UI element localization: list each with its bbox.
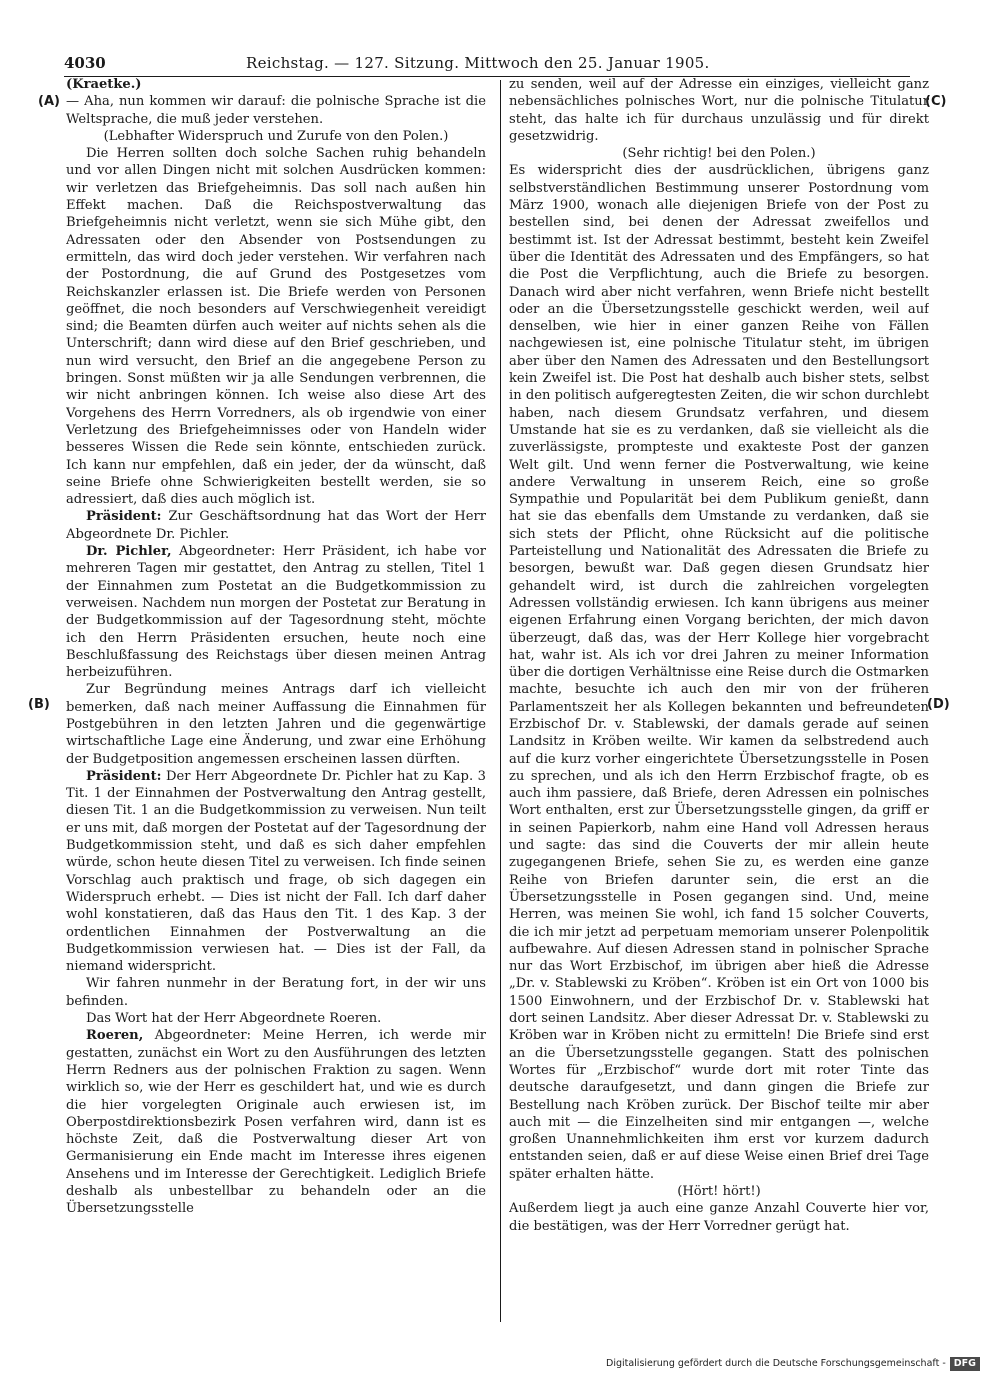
page-number: 4030 [64,54,106,72]
margin-marker-d: (D) [927,697,950,712]
paragraph: — Aha, nun kommen wir darauf: die polnische Sprache ist die Weltsprache, die muß jeder verstehen. [66,94,486,127]
paragraph: Es widerspricht dies der ausdrücklichen, übrigens ganz selbstverständlichen Bestimmung unserer Postordnung vom März 1900, wonach alle diejenigen Briefe von der Post zu bestellen sind, bei denen der Adressat zweifellos und bestimmt ist. Ist der Adressat bestimmt, besteht kein Zweifel über die Identität des Adressaten und des Empfängers, so hat die Post die Verpflichtung, auch die Briefe zu besorgen. Danach wird aber nicht verfahren, wenn Briefe nicht bestellt oder an die Übersetzungsstelle geschickt werden, weil auf denselben, wie hier in einer ganzen Reihe von Fällen nachgewiesen ist, eine polnische Titulatur steht, im übrigen aber über den Namen des Adressaten und den Bestellungsort kein Zweifel ist. Die Post hat deshalb auch bisher stets, selbst in den politisch aufgeregtesten Zeiten, die wir schon durchlebt haben, nach diesem Grundsatz verfahren, und diesem Umstande hat sie es zu verdanken, daß sie vielleicht als die zuverlässigste, prompteste und exakteste Post der ganzen Welt gilt. Und wenn ferner die Postverwaltung, wie keine andere Verwaltung in unserem Reich, eine so große Sympathie und Popularität bei dem Publikum genießt, dann hat sie das ebenfalls dem Umstande zu verdanken, daß sie sich stets der Pflicht, ohne Rücksicht auf die politische Parteistellung und Nationalität des Adressaten die Briefe zu besorgen, bewußt war. Daß gegen diesen Grundsatz hier gehandelt wird, ist durch die zahlreichen vorgelegten Adressen vollständig erwiesen. Ich kann übrigens aus meiner eigenen Erfahrung einen Vorgang berichten, der mich davon überzeugt, daß das, was der Herr Kollege hier vorgebracht hat, wahr ist. Als ich vor drei Jahren zu meiner Information über die dortigen Verhältnisse eine Reise durch die Ostmarken machte, besuchte ich auch den mir von der früheren Parlamentszeit her als Kollegen bekannten und befreundeten Erzbischof Dr. v. Stablewski, der damals gerade auf seinen Landsitz in Kröben weilte. Wir kamen da selbstredend auch auf die kurz vorher eingerichtete Übersetzungsstelle in Posen zu sprechen, und als ich den Herrn Erzbischof fragte, ob es auch ihm passiere, daß Briefe, deren Adressen ein polnisches Wort enthalten, erst zur Übersetzungsstelle gingen, da griff er in seinen Papierkorb, nahm eine Hand voll Adressen heraus und sagte: das sind die Couverts der mir allein heute zugegangenen Briefe, sehen Sie zu, es werden eine ganze Reihe von Briefen darunter sein, die erst an die Übersetzungsstelle in Posen gegangen sind. Und, meine Herren, was meinen Sie wohl, ich fand 15 solcher Couverts, die ich mir jetzt ad perpetuam memoriam unserer Polenpolitik aufbewahre. Auf diesen Adressen stand in polnischer Sprache nur das Wort Erzbischof, im übrigen aber hieß die Adresse „Dr. v. Stablewski zu Kröben“. Kröben ist ein Ort von 1000 bis 1500 Einwohnern, und der Erzbischof Dr. v. Stablewski hat dort seinen Landsitz. Aber dieser Adressat Dr. v. Stablewski zu Kröben war in Kröben nicht zu ermitteln! Die Briefe sind erst an die Übersetzungsstelle gegangen. Statt des polnischen Wortes für „Erzbischof“ wurde dort mit roter Tinte das deutsche daraufgesetzt, und dann gingen die Briefe zur Bestellung nach Kröben zurück. Der Bischof teilte mir aber auch mit — die Einzelheiten sind mir entgangen —, welche großen Unannehmlichkeiten ihm erst vor kurzem dadurch entstanden seien, daß er auf diese Weise einen Brief drei Tage später erhalten hätte. [509,163,929,1182]
paragraph: Präsident: Zur Geschäftsordnung hat das Wort der Herr Abgeordnete Dr. Pichler. [66,509,486,542]
page-header [64,50,910,77]
dfg-logo: DFG [950,1357,980,1371]
left-column [66,76,486,1321]
speaker-note: (Kraetke.) [66,77,142,92]
running-title: Reichstag. — 127. Sitzung. Mittwoch den 25. Januar 1905. [246,54,710,72]
margin-marker-c: (C) [925,94,947,109]
interjection: (Sehr richtig! bei den Polen.) [622,146,816,162]
speaker-label: Präsident: [86,509,162,525]
margin-marker-a: (A) [38,94,60,109]
paragraph: Das Wort hat der Herr Abgeordnete Roeren. [86,1011,382,1027]
footer-text: Digitalisierung gefördert durch die Deutsche Forschungsgemeinschaft - [606,1358,946,1369]
paragraph: Die Herren sollten doch solche Sachen ruhig behandeln und vor allen Dingen nicht mit solchen Ausdrücken kommen: wir verletzen das Briefgeheimnis. Das soll nach außen hin Effekt machen. Daß die Reichspostverwaltung das Briefgeheimnis nicht verletzt, wenn sie sich Mühe gibt, den Adressaten oder den Absender von Postsendungen zu ermitteln, das wird doch jeder verstehen. Wir verfahren nach der Postordnung, die auf Grund des Postgesetzes vom Reichskanzler erlassen ist. Die Briefe werden von Personen geöffnet, die noch besonders auf Verschwiegenheit vereidigt sind; die Beamten dürfen auch weiter auf nichts sehen als die Unterschrift; dann wird diese auf den Brief geschrieben, und nun wird versucht, den Brief an die angegebene Person zu bringen. Sonst müßten wir ja alle Sendungen verbrennen, die wir nicht anbringen können. Ich weise also diese Art des Vorgehens des Herrn Vorredners, als ob irgendwie von einer Verletzung des Briefgeheimnisses oder von Handeln wider besseres Wissen die Rede sein könnte, entschieden zurück. Ich kann nur empfehlen, daß ein jeder, der da wünscht, daß seine Briefe ohne Schwierigkeiten bestellt werden, sie so adressiert, daß dies auch möglich ist. [66,146,486,508]
column-divider [500,80,501,1322]
paragraph: zu senden, weil auf der Adresse ein einziges, vielleicht ganz nebensächliches polnisches Wort, nur die polnische Titulatur steht, das halte ich für durchaus unzulässig und für direkt gesetzwidrig. [509,77,929,144]
speaker-label: Roeren, [86,1028,144,1044]
paragraph: Präsident: Der Herr Abgeordnete Dr. Pichler hat zu Kap. 3 Tit. 1 der Einnahmen der Postverwaltung den Antrag gestellt, diesen Tit. 1 an die Budgetkommission zu verweisen. Nun teilt er uns mit, daß morgen der Postetat auf der Tagesordnung der Budgetkommission steht, und daß es sich daher empfehlen würde, schon heute diesen Titel zu verweisen. Ich finde seinen Vorschlag auch praktisch und frage, ob sich dagegen ein Widerspruch erhebt. — Dies ist nicht der Fall. Ich darf daher wohl konstatieren, daß das Haus den Tit. 1 des Kap. 3 der ordentlichen Einnahmen der Postverwaltung an die Budgetkommission verwiesen hat. — Dies ist der Fall, da niemand widerspricht. [66,768,486,975]
paragraph: Dr. Pichler, Abgeordneter: Herr Präsident, ich habe vor mehreren Tagen mir gestattet, den Antrag zu stellen, Titel 1 der Einnahmen zum Postetat an die Budgetkommission zu verweisen. Nachdem nun morgen der Postetat zur Beratung in der Budgetkommission auf der Tagesordnung steht, möchte ich den Herrn Präsidenten ersuchen, heute noch eine Beschlußfassung des Reichstags über diesen meinen Antrag herbeizuführen. [66,544,486,681]
margin-marker-b: (B) [28,697,50,712]
paragraph: Zur Begründung meines Antrags darf ich vielleicht bemerken, daß nach meiner Auffassung die Einnahmen für Postgebühren in den letzten Jahren und die gegenwärtige wirtschaftliche Lage eine Änderung, und zwar eine Erhöhung der Budgetposition angemessen erscheinen lassen dürften. [66,682,486,767]
interjection: (Lebhafter Widerspruch und Zurufe von den Polen.) [103,128,449,144]
paragraph: Wir fahren nunmehr in der Beratung fort, in der wir uns befinden. [66,976,486,1009]
digitization-footer [606,1356,980,1372]
paragraph: Roeren, Abgeordneter: Meine Herren, ich werde mir gestatten, zunächst ein Wort zu den Ausführungen des letzten Herrn Redners aus der polnischen Fraktion zu sagen. Wenn wirklich so, wie der Herr es geschildert hat, und wie es durch die hier vorgelegten Originale auch erwiesen ist, im Oberpostdirektionsbezirk Posen verfahren wird, dann ist es höchste Zeit, daß die Postverwaltung dieser Art von Germanisierung ein Ende macht im Interesse ihres eigenen Ansehens und im Interesse der Gerechtigkeit. Lediglich Briefe deshalb als unbestellbar zu behandeln oder an die Übersetzungsstelle [66,1028,486,1217]
interjection: (Hört! hört!) [677,1184,761,1199]
right-column [509,76,929,1321]
speaker-label: Dr. Pichler, [86,544,172,560]
speaker-label: Präsident: [86,768,162,784]
paragraph: Außerdem liegt ja auch eine ganze Anzahl Couverte hier vor, die bestätigen, was der Herr Vorredner gerügt hat. [509,1201,929,1234]
